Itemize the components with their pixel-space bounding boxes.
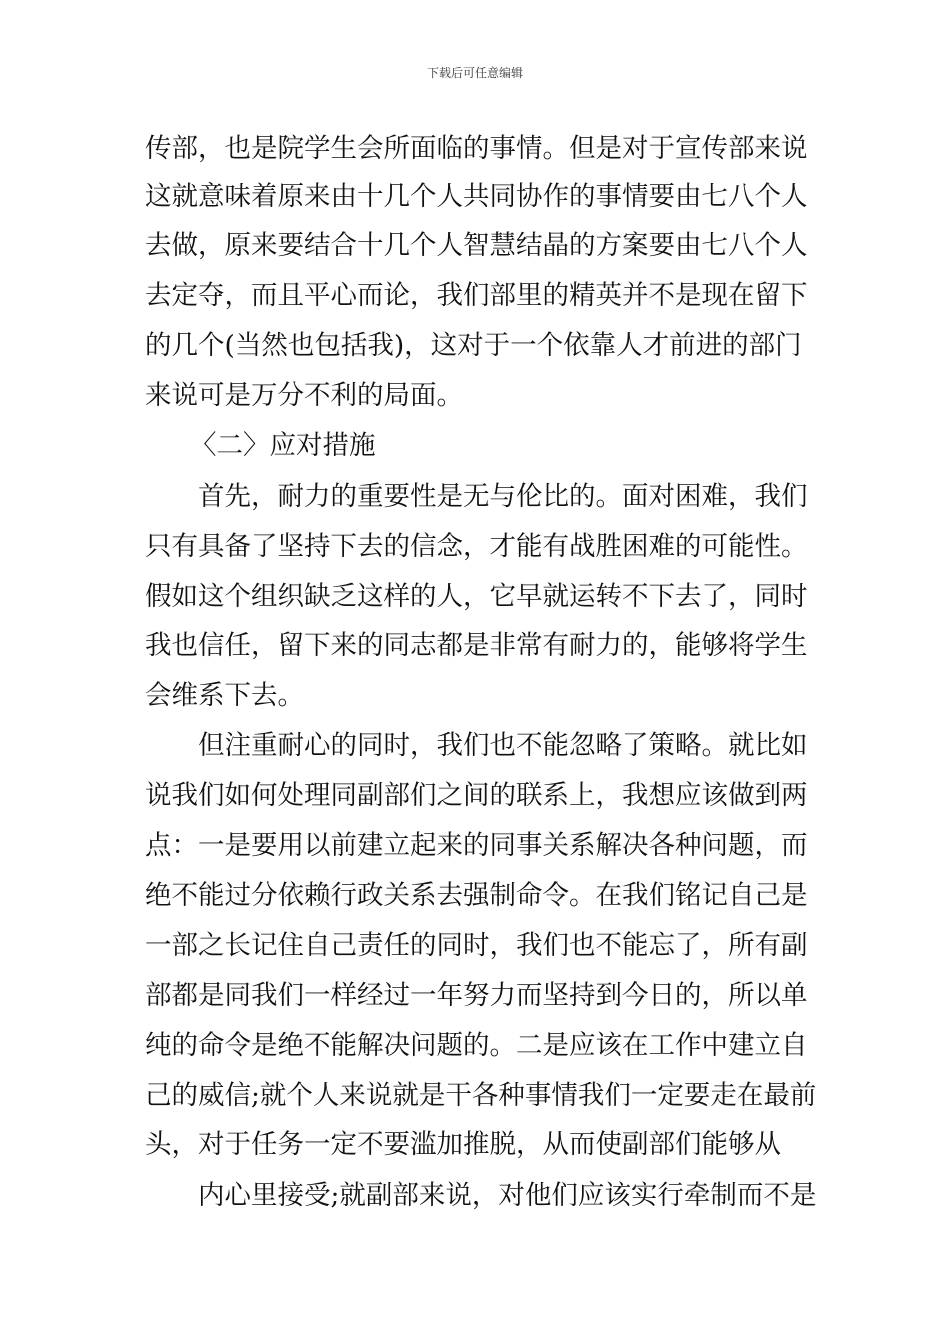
paragraph-line: 这就意味着原来由十几个人共同协作的事情要由七八个人 <box>145 181 808 212</box>
paragraph-line: 说我们如何处理同副部们之间的联系上，我想应该做到两 <box>145 780 808 811</box>
paragraph-line: 绝不能过分依赖行政关系去强制命令。在我们铭记自己是 <box>145 880 808 911</box>
paragraph-line: 的几个(当然也包括我)，这对于一个依靠人才前进的部门 <box>145 330 802 361</box>
paragraph-line: 部都是同我们一样经过一年努力而坚持到今日的，所以单 <box>145 980 808 1011</box>
paragraph-line: 假如这个组织缺乏这样的人，它早就运转不下去了，同时 <box>145 581 808 612</box>
paragraph-line: 去定夺，而且平心而论，我们部里的精英并不是现在留下 <box>145 280 808 311</box>
paragraph-line: 只有具备了坚持下去的信念，才能有战胜困难的可能性。 <box>145 531 808 562</box>
paragraph-line: 去做，原来要结合十几个人智慧结晶的方案要由七八个人 <box>145 230 808 261</box>
paragraph-line: 首先，耐力的重要性是无与伦比的。面对困难，我们 <box>198 481 808 512</box>
paragraph-line: 传部，也是院学生会所面临的事情。但是对于宣传部来说 <box>145 133 808 164</box>
paragraph-line: 内心里接受;就副部来说，对他们应该实行牵制而不是 <box>198 1180 817 1211</box>
paragraph-line: 我也信任，留下来的同志都是非常有耐力的，能够将学生 <box>145 630 808 661</box>
paragraph-line: 点：一是要用以前建立起来的同事关系解决各种问题，而 <box>145 830 808 861</box>
section-heading: 〈二〉应对措施 <box>190 430 376 461</box>
paragraph-line: 头，对于任务一定不要滥加推脱，从而使副部们能够从 <box>145 1129 781 1160</box>
paragraph-line: 纯的命令是绝不能解决问题的。二是应该在工作中建立自 <box>145 1030 808 1061</box>
paragraph-line: 但注重耐心的同时，我们也不能忽略了策略。就比如 <box>198 730 808 761</box>
paragraph-line: 一部之长记住自己责任的同时，我们也不能忘了，所有副 <box>145 930 808 961</box>
paragraph-line: 己的威信;就个人来说就是干各种事情我们一定要走在最前 <box>145 1080 817 1111</box>
paragraph-line: 会维系下去。 <box>145 680 304 711</box>
paragraph-line: 来说可是万分不利的局面。 <box>145 380 463 411</box>
page-header: 下载后可任意编辑 <box>426 66 523 80</box>
